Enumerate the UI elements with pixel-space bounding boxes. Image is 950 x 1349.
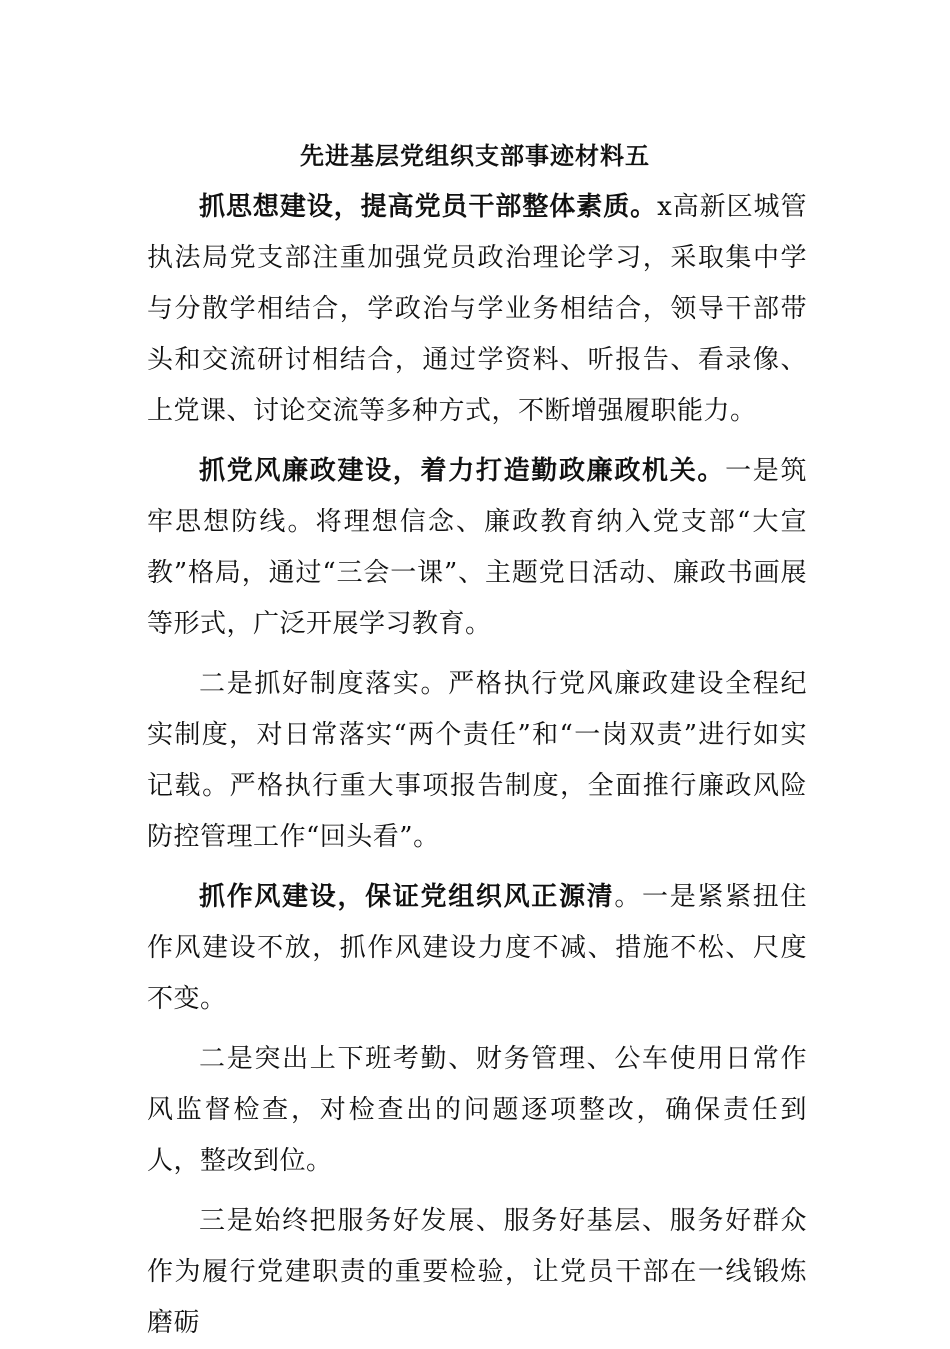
- paragraph-text: 二是抓好制度落实。严格执行党风廉政建设全程纪实制度，对日常落实“两个责任”和“一岗双责”进行如实记载。严格执行重大事项报告制度，全面推行廉政风险防控管理工作“回头看”。: [147, 669, 807, 852]
- paragraph-lead: 抓党风廉政建设，着力打造勤政廉政机关。: [199, 456, 726, 486]
- paragraph-lead: 抓作风建设，保证党组织风正源清: [199, 882, 615, 912]
- paragraph-text: 二是突出上下班考勤、财务管理、公车使用日常作风监督检查，对检查出的问题逐项整改，确保责任到人，整改到位。: [147, 1044, 807, 1176]
- document-body: [147, 182, 807, 1349]
- paragraph-service: [147, 1196, 807, 1349]
- paragraph-text: 。一是紧紧扭住作风建设不放，抓作风建设力度不减、措施不松、尺度不变。: [147, 882, 807, 1014]
- paragraph-text: x高新区城管执法局党支部注重加强党员政治理论学习，采取集中学与分散学相结合，学政治与学业务相结合，领导干部带头和交流研讨相结合，通过学资料、听报告、看录像、上党课、讨论交流等多种方式，不断增强履职能力。: [147, 192, 807, 426]
- paragraph-style-building: [147, 872, 807, 1025]
- paragraph-integrity-building: [147, 446, 807, 650]
- document-title: 先进基层党组织支部事迹材料五: [300, 141, 650, 170]
- paragraph-thought-building: [147, 182, 807, 437]
- paragraph-text: 一是筑牢思想防线。将理想信念、廉政教育纳入党支部“大宣教”格局，通过“三会一课”、主题党日活动、廉政书画展等形式，广泛开展学习教育。: [147, 456, 807, 639]
- paragraph-text: 三是始终把服务好发展、服务好基层、服务好群众作为履行党建职责的重要检验，让党员干部在一线锻炼磨砺: [147, 1206, 807, 1338]
- paragraph-system-implementation: [147, 659, 807, 863]
- paragraph-supervision: [147, 1034, 807, 1187]
- paragraph-lead: 抓思想建设，提高党员干部整体素质。: [199, 192, 658, 222]
